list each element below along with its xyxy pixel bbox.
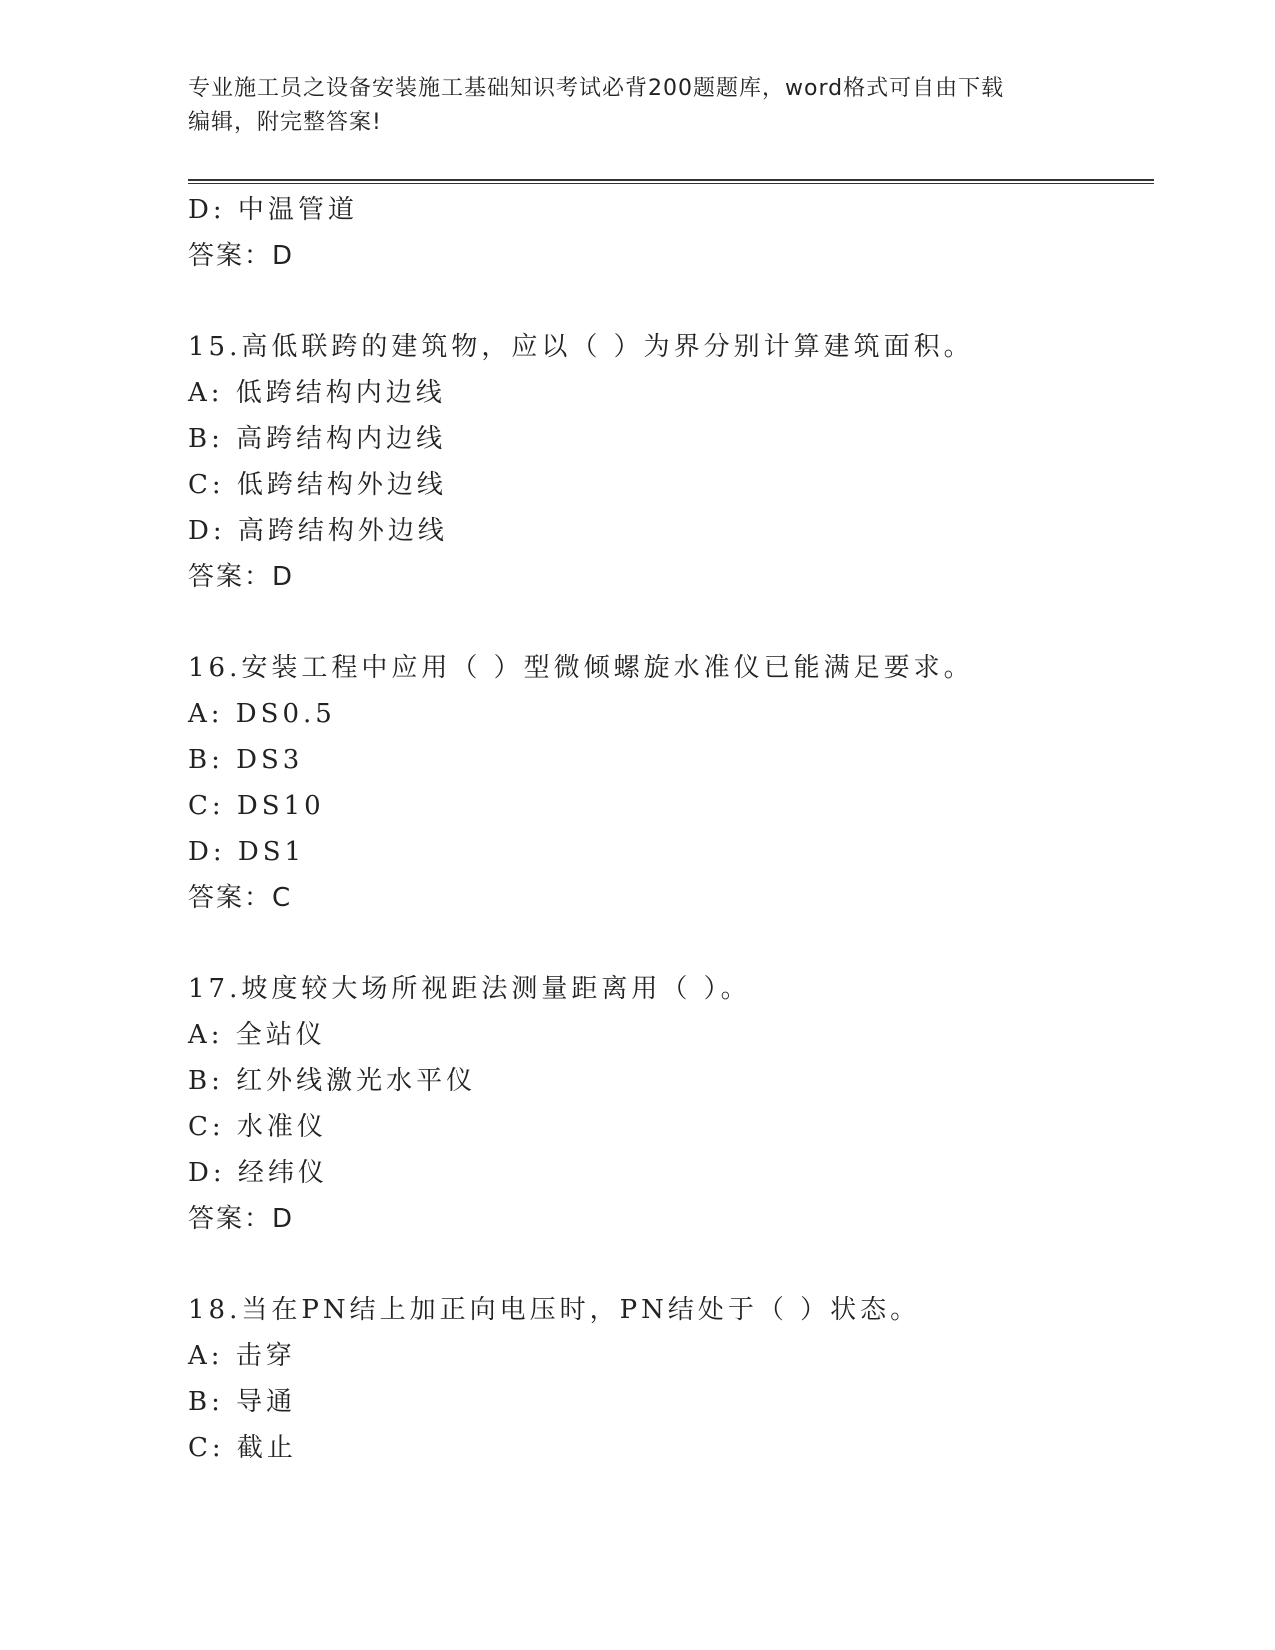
header-title-line-1: 专业施工员之设备安装施工基础知识考试必背200题题库，word格式可自由下载 [188,76,1005,101]
q14-option-d: D: 中温管道 [188,195,358,225]
q17-answer: 答案：D [188,1204,295,1234]
q15-option-a: A: 低跨结构内边线 [188,378,446,408]
q18-option-a: A: 击穿 [188,1341,296,1371]
q17-question: 17.坡度较大场所视距法测量距离用（ ）。 [188,974,751,1004]
document-header [188,72,1088,140]
q17-option-a: A: 全站仪 [188,1020,326,1050]
q16-option-d: D: DS1 [188,837,306,867]
q16-option-a: A: DS0.5 [188,699,336,729]
header-title-line-2: 编辑，附完整答案! [188,110,382,135]
q16-answer: 答案：C [188,883,293,913]
header-divider [188,179,1154,184]
question-list [188,187,1154,1471]
q16-option-b: B: DS3 [188,745,304,775]
q18-question: 18.当在PN结上加正向电压时，PN结处于（ ）状态。 [188,1295,921,1325]
q17-option-b: B: 红外线激光水平仪 [188,1066,477,1096]
q18-option-b: B: 导通 [188,1387,297,1417]
q15-option-c: C: 低跨结构外边线 [188,470,447,500]
q15-question: 15.高低联跨的建筑物，应以（ ）为界分别计算建筑面积。 [188,332,974,362]
q15-option-b: B: 高跨结构内边线 [188,424,447,454]
q15-option-d: D: 高跨结构外边线 [188,516,448,546]
q17-option-c: C: 水准仪 [188,1112,327,1142]
q16-option-c: C: DS10 [188,791,325,821]
q18-option-c: C: 截止 [188,1433,297,1463]
q16-question: 16.安装工程中应用（ ）型微倾螺旋水准仪已能满足要求。 [188,653,974,683]
q17-option-d: D: 经纬仪 [188,1158,328,1188]
q14-answer: 答案：D [188,241,295,271]
q15-answer: 答案：D [188,562,295,592]
